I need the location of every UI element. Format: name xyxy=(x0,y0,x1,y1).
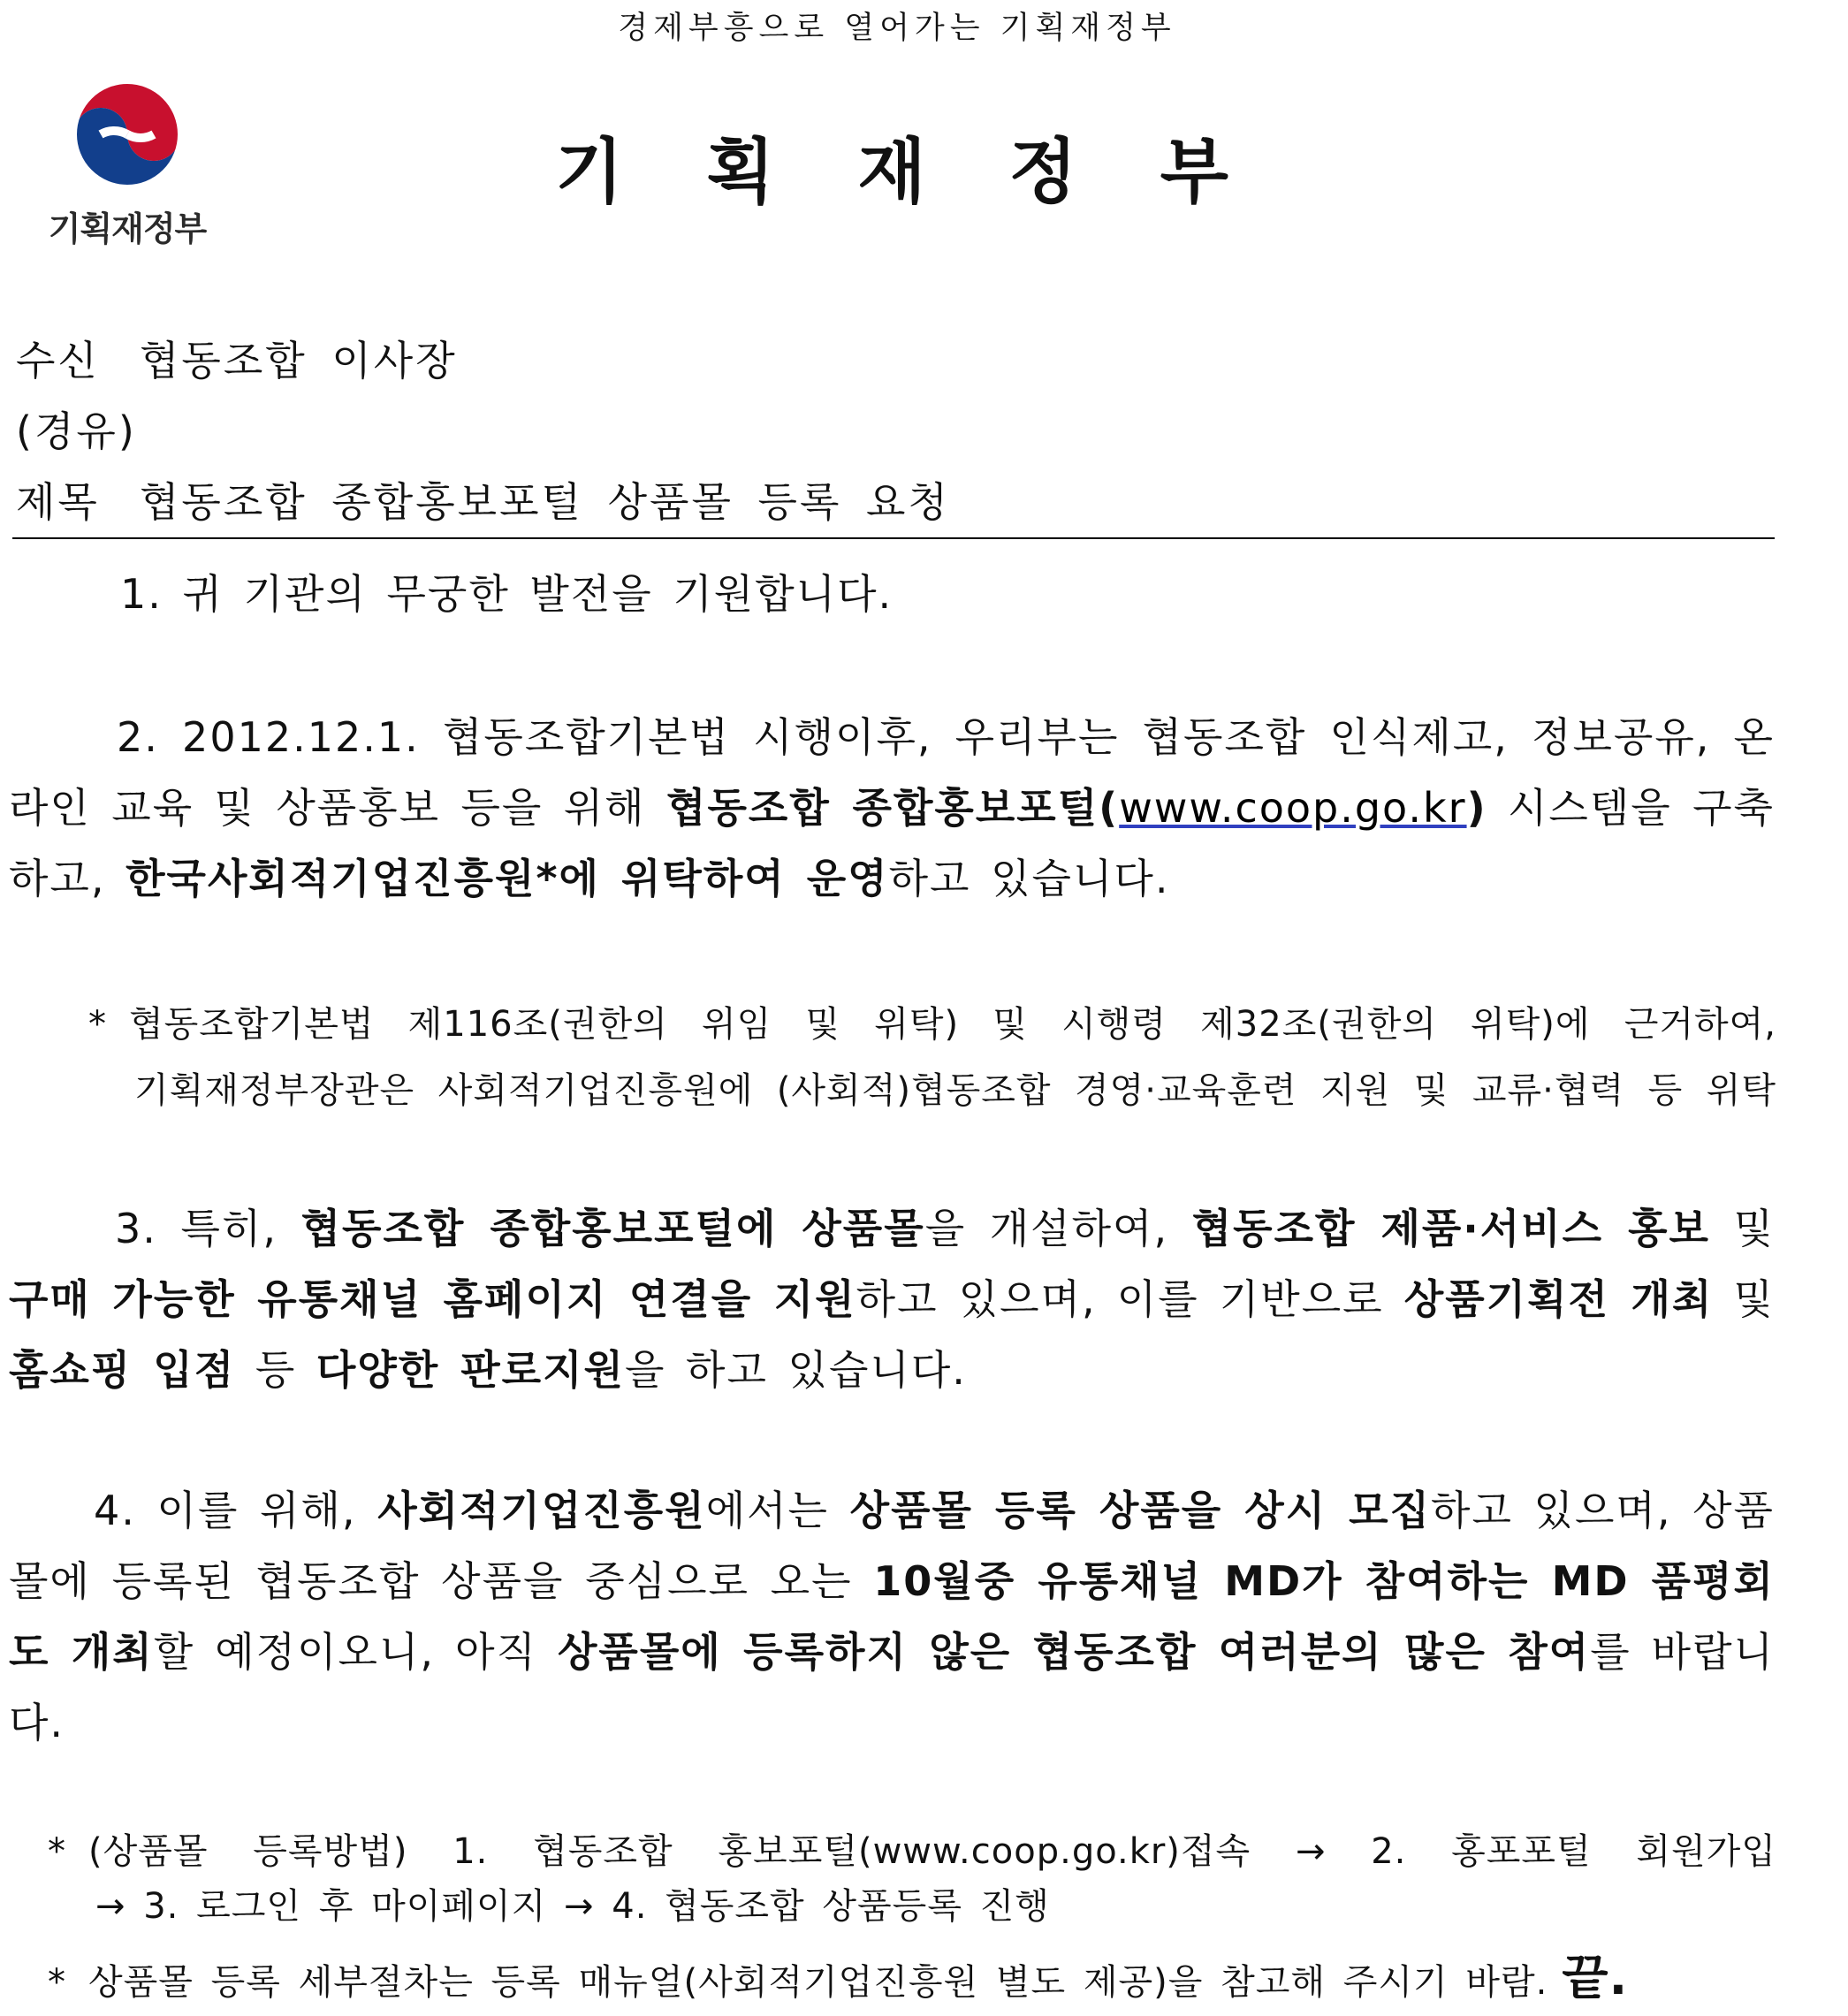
manual-note xyxy=(48,1944,1776,2016)
end-mark: 끝. xyxy=(1562,1950,1629,2005)
subject-label: 제목 xyxy=(16,478,100,526)
manual-note-text: 상품몰 등록 세부절차는 등록 매뉴얼(사회적기업진흥원 별도 제공)을 참고해 주시기 바람. xyxy=(88,1962,1548,2003)
p3-text-5: 및 xyxy=(1713,1275,1775,1323)
recipient-label: 수신 xyxy=(16,337,100,384)
portal-name-close: ) xyxy=(1466,784,1487,832)
legal-basis-note xyxy=(88,992,1776,1058)
paragraph-2-text: 2. 2012.12.1. 협동조합기본법 시행이후, 우리부는 협동조합 인식제고, 정보공유, 온라인 교육 및 상품홍보 등을 위해 xyxy=(9,713,1775,832)
p4-text-2: 에서는 xyxy=(705,1487,850,1534)
paragraph-2-text-3: 하고 있습니다. xyxy=(888,855,1170,902)
paragraph-3-text: 3. 특히, xyxy=(115,1205,301,1252)
p3-bold-2: 협동조합 제품·서비스 홍보 xyxy=(1191,1205,1710,1252)
paragraph-4-text: 4. 이를 위해, xyxy=(94,1487,378,1534)
paragraph-2 xyxy=(9,702,1775,914)
p3-text-6: 등 xyxy=(235,1346,316,1394)
p3-text-7: 을 하고 있습니다. xyxy=(624,1346,967,1394)
p3-bold-3: 구매 가능한 유통채널 홈페이지 연결을 지원 xyxy=(9,1275,856,1323)
slogan: 경제부흥으로 열어가는 기획재정부 xyxy=(618,11,1176,46)
p3-bold-1: 협동조합 종합홍보포털에 상품몰 xyxy=(300,1205,925,1252)
paragraph-1-text: 1. 귀 기관의 무궁한 발전을 기원합니다. xyxy=(120,570,894,618)
recipient-value: 협동조합 이사장 xyxy=(140,337,458,384)
paragraph-1 xyxy=(9,559,1775,629)
portal-name: 협동조합 종합홍보포털( xyxy=(666,784,1120,832)
document-title: 기 획 재 정 부 xyxy=(555,131,1239,213)
paragraph-3 xyxy=(9,1193,1775,1405)
note-asterisk: * xyxy=(48,1831,66,1872)
p3-text-2: 을 개설하여, xyxy=(924,1205,1192,1252)
p4-bold-4: 상품몰에 등록하지 않은 협동조합 여러분의 많은 참여 xyxy=(558,1628,1591,1676)
paragraph-2-text-2: 시스템을 구축하고, xyxy=(9,784,1775,902)
subject-value: 협동조합 종합홍보포털 상품몰 등록 요청 xyxy=(140,478,950,526)
registration-steps-note-2: → 3. 로그인 후 마이페이지 → 4. 협동조합 상품등록 진행 xyxy=(95,1886,1050,1927)
coop-portal-link[interactable]: www.coop.go.kr xyxy=(1119,784,1467,832)
subject-line xyxy=(16,470,950,529)
p4-text-4: 할 예정이오니, 아직 xyxy=(153,1628,558,1676)
logo-text: 기획재정부 xyxy=(48,209,207,248)
p3-bold-6: 다양한 판로지원 xyxy=(316,1346,625,1394)
p3-bold-5: 홈쇼핑 입점 xyxy=(9,1346,236,1394)
header-divider xyxy=(12,537,1775,539)
p4-bold-1: 사회적기업진흥원 xyxy=(377,1487,706,1534)
p3-bold-4: 상품기획전 개최 xyxy=(1403,1275,1714,1323)
note-asterisk: * xyxy=(88,1004,107,1045)
paragraph-4 xyxy=(9,1475,1775,1758)
p4-text-3: 하고 있으며, 상품몰에 등록된 협동조합 상품을 중심으로 오는 xyxy=(9,1487,1775,1605)
p4-bold-3: 10월중 유통채널 MD가 참여하는 MD 품평회도 개최 xyxy=(9,1557,1775,1676)
p3-text-4: 하고 있으며, 이를 기반으로 xyxy=(856,1275,1404,1323)
legal-basis-note-2: 기획재정부장관은 사회적기업진흥원에 (사회적)협동조합 경영·교육훈련 지원 및 교류·협력 등 위탁 xyxy=(134,1070,1776,1111)
registration-steps-line-1: (상품몰 등록방법) 1. 협동조합 홍보포털(www.coop.go.kr)접속 → 2. 홍포포털 회원가입 xyxy=(88,1831,1776,1872)
agency-commission: 한국사회적기업진흥원*에 위탁하여 운영 xyxy=(125,855,889,902)
p3-text-3: 및 xyxy=(1709,1205,1776,1252)
via-line: (경유) xyxy=(16,407,137,455)
note-asterisk: * xyxy=(48,1962,66,2003)
legal-basis-line-1: 협동조합기본법 제116조(권한의 위임 및 위탁) 및 시행령 제32조(권한의 위탁)에 근거하여, xyxy=(129,1004,1776,1045)
p4-text-5: 를 바랍니다. xyxy=(9,1628,1775,1746)
recipient-line xyxy=(16,329,458,387)
p4-bold-2: 상품몰 등록 상품을 상시 모집 xyxy=(849,1487,1432,1534)
